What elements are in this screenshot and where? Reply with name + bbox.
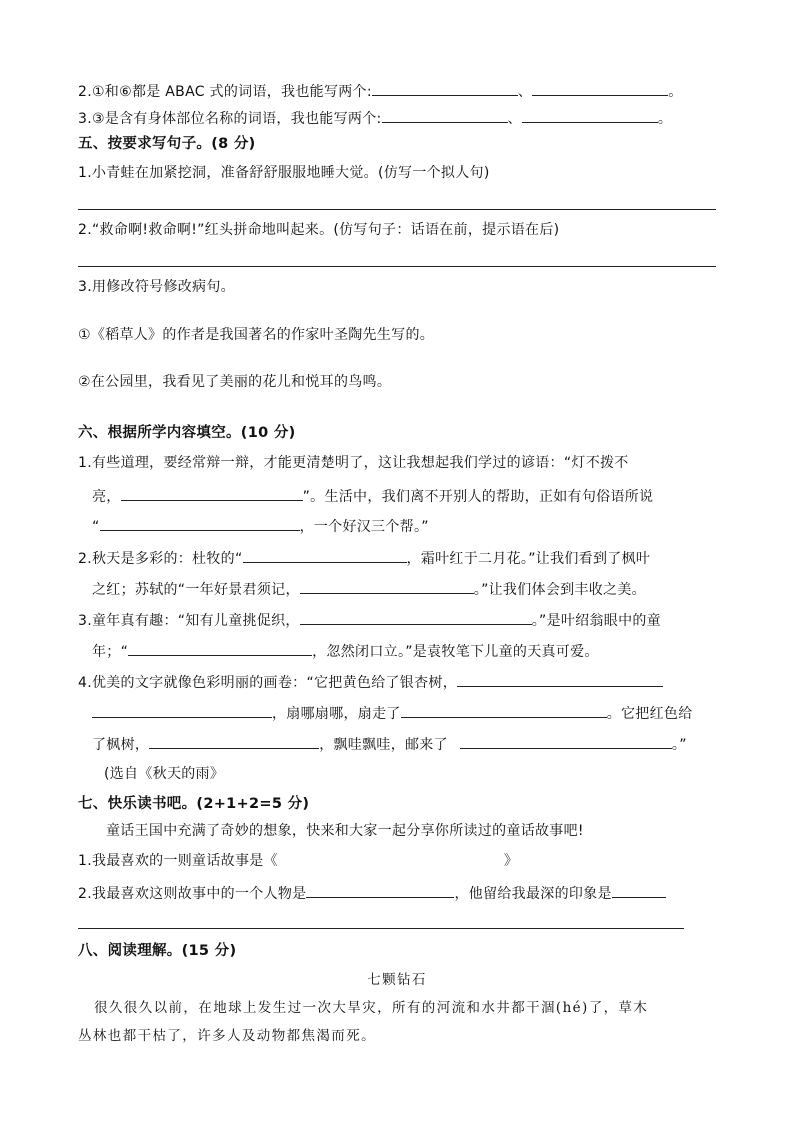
- part6-question-3-line-1: 3.童年真有趣：“知有儿童挑促织， 。”是叶绍翁眼中的童: [78, 609, 661, 631]
- answer-blank[interactable]: [372, 80, 518, 96]
- part6-question-2-line-1: 2.秋天是多彩的：杜牧的“ ，霜叶红于二月花。”让我们看到了枫叶: [78, 547, 650, 569]
- part6-question-3-line-2: 年；“ ，忽然闭口立。”是袁牧笔下儿童的天真可爱。: [92, 640, 599, 662]
- answer-blank[interactable]: [612, 882, 666, 898]
- part5-question-2: 2.“救命啊!救命啊!”红头拼命地叫起来。(仿写句子：话语在前，提示语在后): [78, 222, 560, 238]
- answer-blank[interactable]: [149, 733, 319, 749]
- part5-question-3: 3.用修改符号修改病句。: [78, 279, 235, 295]
- faulty-sentence-1: ①《稻草人》的作者是我国著名的作家叶圣陶先生写的。: [78, 327, 435, 343]
- answer-blank[interactable]: [457, 671, 663, 687]
- part6-question-1-line-3: “ ，一个好汉三个帮。”: [92, 515, 429, 537]
- part6-question-4-line-1: 4.优美的文字就像色彩明丽的画卷：“它把黄色给了银杏树，: [78, 671, 663, 693]
- answer-blank[interactable]: [401, 702, 607, 718]
- section-8-heading: 八、阅读理解。(15 分): [78, 943, 237, 959]
- part6-question-2-line-2: 之红；苏轼的“一年好景君须记， 。”让我们体会到丰收之美。: [92, 578, 646, 600]
- part7-question-1: 1.我最喜欢的一则童话故事是《 》: [78, 853, 519, 869]
- answer-blank[interactable]: [300, 578, 474, 594]
- answer-blank[interactable]: [522, 107, 658, 123]
- section-7-heading: 七、快乐读书吧。(2+1+2=5 分): [78, 796, 310, 812]
- answer-blank[interactable]: [243, 547, 407, 563]
- part7-question-2: 2.我最喜欢这则故事中的一个人物是 ，他留给我最深的印象是: [78, 882, 666, 904]
- part4-question-2: 2.①和⑥都是 ABAC 式的词语，我也能写两个: 、 。: [78, 80, 683, 102]
- answer-line[interactable]: [78, 928, 684, 929]
- part6-question-1-line-2: 亮， ”。生活中，我们离不开别人的帮助，正如有句俗语所说: [92, 485, 653, 507]
- answer-blank[interactable]: [460, 733, 672, 749]
- answer-blank[interactable]: [306, 882, 454, 898]
- answer-blank[interactable]: [300, 609, 532, 625]
- part6-question-4-line-3: 了枫树， ，飘哇飘哇，邮来了 。”: [92, 733, 687, 755]
- answer-line[interactable]: [78, 209, 716, 210]
- section-6-heading: 六、根据所学内容填空。(10 分): [78, 425, 296, 441]
- section-5-heading: 五、按要求写句子。(8 分): [78, 136, 256, 152]
- answer-blank[interactable]: [100, 515, 300, 531]
- part6-question-4-source: (选自《秋天的雨》: [104, 766, 225, 782]
- answer-blank[interactable]: [92, 702, 272, 718]
- passage-line-2: 丛林也都干枯了，许多人及动物都焦渴而死。: [78, 1028, 376, 1044]
- answer-blank[interactable]: [121, 485, 303, 501]
- answer-blank[interactable]: [128, 640, 312, 656]
- part6-question-1-line-1: 1.有些道理，要经常辩一辩，才能更清楚明了，这让我想起我们学过的谚语：“灯不拨不: [78, 455, 629, 471]
- answer-line[interactable]: [78, 266, 716, 267]
- passage-title: 七颗钻石: [367, 972, 427, 988]
- part7-intro: 童话王国中充满了奇妙的想象，快来和大家一起分享你所读过的童话故事吧!: [106, 823, 584, 839]
- answer-blank[interactable]: [382, 107, 508, 123]
- passage-line-1: 很久很久以前，在地球上发生过一次大旱灾，所有的河流和水井都干涸(hé)了，草木: [94, 1000, 649, 1016]
- part5-question-1: 1.小青蛙在加紧挖洞，准备舒舒服服地睡大觉。(仿写一个拟人句): [78, 165, 490, 181]
- part4-question-3: 3.③是含有身体部位名称的词语，我也能写两个: 、 。: [78, 107, 672, 129]
- faulty-sentence-2: ②在公园里，我看见了美丽的花儿和悦耳的鸟鸣。: [78, 374, 392, 390]
- answer-blank[interactable]: [532, 80, 668, 96]
- part6-question-4-line-2: ，扇哪扇哪，扇走了 。它把红色给: [92, 702, 693, 724]
